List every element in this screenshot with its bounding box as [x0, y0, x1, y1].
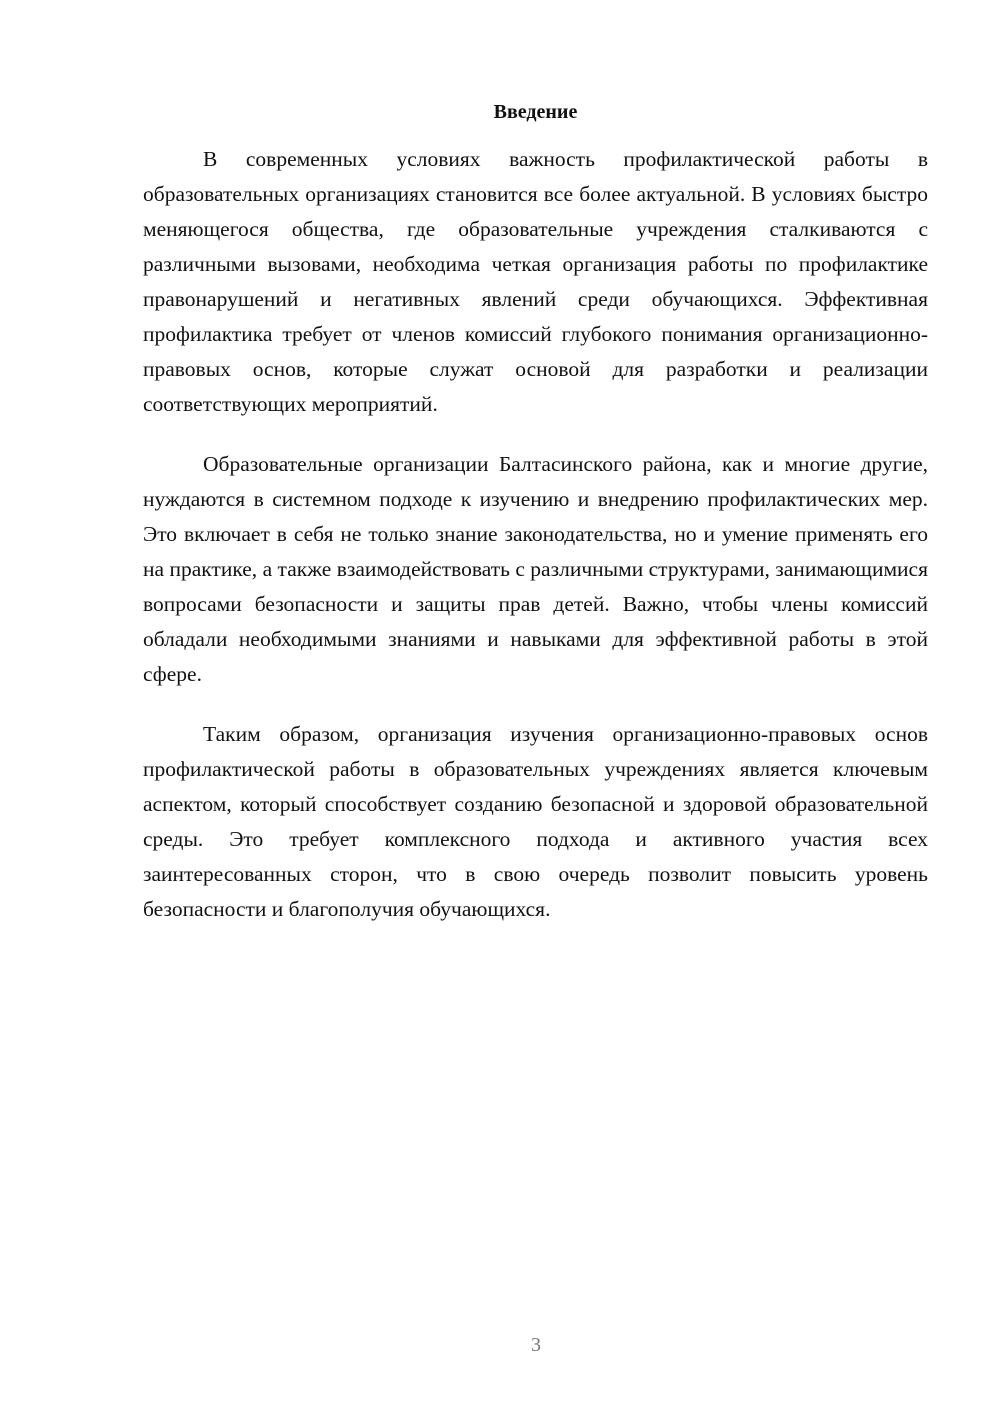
paragraph-2: Образовательные организации Балтасинского района, как и многие другие, нуждаются в системном подходе к изучению и внедрению профилактических мер. Это включает в себя не только знание законодательства, но и умение применять его на практике, а также взаимодействовать с различными структурами, занимающимися вопросами безопасности и защиты прав детей. Важно, чтобы члены комиссий обладали необходимыми знаниями и навыками для эффективной работы в этой сфере. — [143, 452, 928, 686]
body-text — [143, 142, 928, 952]
paragraph-1: В современных условиях важность профилактической работы в образовательных организациях становится все более актуальной. В условиях быстро меняющегося общества, где образовательные учреждения сталкиваются с различными вызовами, необходима четкая организация работы по профилактике правонарушений и негативных явлений среди обучающихся. Эффективная профилактика требует от членов комиссий глубокого понимания организационно-правовых основ, которые служат основой для разработки и реализации соответствующих мероприятий. — [143, 147, 928, 416]
paragraph-3: Таким образом, организация изучения организационно-правовых основ профилактической работы в образовательных учреждениях является ключевым аспектом, который способствует созданию безопасной и здоровой образовательной среды. Это требует комплексного подхода и активного участия всех заинтересованных сторон, что в свою очередь позволит повысить уровень безопасности и благополучия обучающихся. — [143, 722, 928, 921]
page-number: 3 — [531, 1334, 541, 1356]
section-title: Введение — [493, 101, 578, 123]
